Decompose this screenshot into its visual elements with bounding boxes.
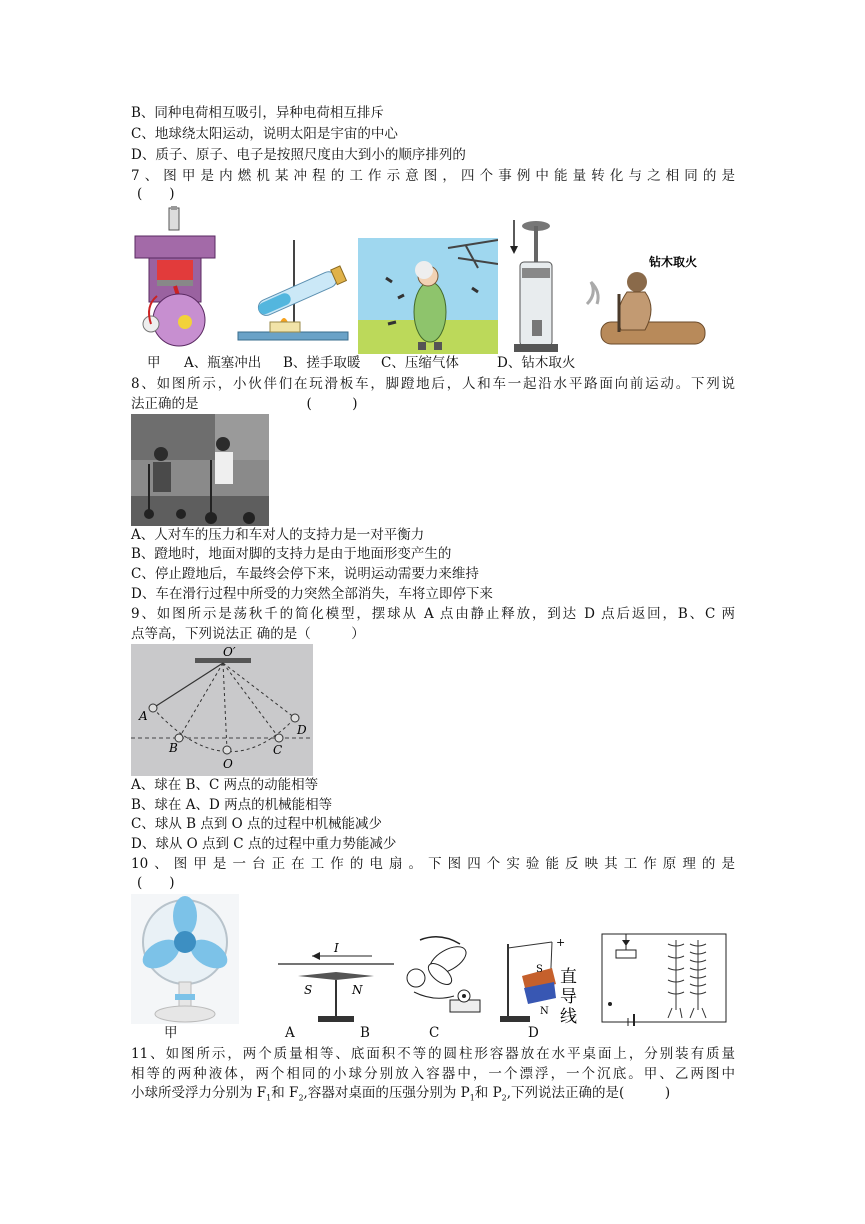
- point-d-label: D: [297, 723, 307, 737]
- q8-option-c: C、停止蹬地后，车最终会停下来，说明运动需要力来维持: [131, 566, 479, 582]
- q9-stem: 9、如图所示是荡秋千的简化模型，摆球从 A 点由静止释放，到达 D 点后返回，B、C 两: [131, 606, 735, 622]
- compass-s-label: S: [304, 983, 313, 997]
- q10-caption-c: C: [429, 1025, 440, 1041]
- point-o-label: O: [223, 757, 233, 771]
- compass-experiment-figure: [278, 940, 394, 1026]
- q7-answer-bracket: ( ): [137, 186, 175, 202]
- wire-text-2: 导: [560, 987, 577, 1007]
- q9-option-b: B、球在 A、D 两点的机械能相等: [131, 797, 333, 813]
- drill-fire-figure: [583, 248, 713, 354]
- magnet-n-label: N: [540, 1006, 549, 1017]
- point-a-label: A: [139, 709, 148, 723]
- wire-magnet-figure: [498, 932, 590, 1026]
- q11-text-b: 和 F: [271, 1085, 299, 1101]
- pivot-label: O′: [223, 645, 236, 659]
- q9-stem-line2: 点等高，下列说法正 确的是（ ）: [131, 626, 365, 642]
- q8-option-b: B、蹬地时，地面对脚的支持力是由于地面形变产生的: [131, 546, 452, 562]
- q11-sub-f2: 2: [298, 1093, 304, 1103]
- q11-stem-line2: 相等的两种液体，两个相同的小球分别放入容器中，一个漂浮，一个沉底。甲、乙两图中: [131, 1066, 735, 1082]
- electromagnet-circuit-figure: [598, 920, 730, 1026]
- q10-caption-a: A: [285, 1025, 295, 1041]
- q6-option-b: B、同种电荷相互吸引，异种电荷相互排斥: [131, 105, 384, 121]
- swing-pendulum-figure: [131, 644, 313, 776]
- q10-caption-jia: 甲: [164, 1025, 178, 1041]
- test-tube-figure: [232, 236, 350, 352]
- q6-option-d: D、质子、原子、电子是按照尺度由大到小的顺序排列的: [131, 147, 466, 163]
- compression-cylinder-figure: [504, 216, 560, 352]
- current-label: I: [334, 941, 339, 955]
- q8-stem-line2: 法正确的是 ( ): [131, 396, 358, 412]
- hand-generator-figure: [400, 930, 490, 1024]
- q11-stem-line3: [131, 1084, 670, 1108]
- q7-caption-b: B、搓手取暖: [283, 355, 361, 371]
- q10-stem: 10、图甲是一台正在工作的电扇。下图四个实验能反映其工作原理的是: [131, 856, 735, 872]
- q11-sub-f1: 1: [266, 1093, 272, 1103]
- q7-stem: 7、图甲是内燃机某冲程的工作示意图，四个事例中能量转化与之相同的是: [131, 168, 735, 184]
- fire-caption-text: 钻木取火: [649, 255, 698, 269]
- q7-caption-jia: 甲: [147, 355, 161, 371]
- electric-fan-figure: [131, 894, 239, 1024]
- q11-sub-p2: 2: [501, 1093, 507, 1103]
- point-c-label: C: [273, 743, 283, 757]
- q9-option-a: A、球在 B、C 两点的动能相等: [131, 777, 319, 793]
- q11-stem: 11、如图所示，两个质量相等、底面积不等的圆柱形容器放在水平桌面上，分别装有质量: [131, 1046, 735, 1062]
- q11-sub-p1: 1: [469, 1093, 475, 1103]
- q7-caption-a: A、瓶塞冲出: [184, 355, 262, 371]
- magnet-s-label: S: [536, 964, 543, 975]
- q6-option-c: C、地球绕太阳运动，说明太阳是宇宙的中心: [131, 126, 398, 142]
- wire-text-1: 直: [560, 967, 577, 987]
- q10-caption-d: D: [528, 1025, 539, 1041]
- scooter-photo: [131, 414, 269, 526]
- q10-caption-b: B: [360, 1025, 370, 1041]
- q7-caption-c: C、压缩气体: [381, 355, 459, 371]
- q8-option-d: D、车在滑行过程中所受的力突然全部消失，车将立即停下来: [131, 586, 493, 602]
- q7-caption-d: D、钻木取火: [497, 355, 576, 371]
- q8-stem: 8、如图所示，小伙伴们在玩滑板车，脚蹬地后，人和车一起沿水平路面向前运动。下列说: [131, 376, 735, 392]
- engine-figure: [131, 206, 221, 354]
- q11-text-a: 小球所受浮力分别为 F: [131, 1085, 267, 1101]
- q10-answer-bracket: ( ): [137, 875, 175, 891]
- wire-text-3: 线: [560, 1007, 577, 1026]
- q9-option-c: C、球从 B 点到 O 点的过程中机械能减少: [131, 816, 382, 832]
- q11-text-c: ,容器对桌面的压强分别为 P: [303, 1085, 470, 1101]
- point-b-label: B: [169, 741, 178, 755]
- q11-text-d: 和 P: [474, 1085, 502, 1101]
- plus-label: +: [556, 936, 566, 949]
- q9-option-d: D、球从 O 点到 C 点的过程中重力势能减少: [131, 836, 397, 852]
- cartoon-figure: [358, 238, 498, 354]
- compass-n-label: N: [352, 983, 363, 997]
- q11-text-e: ,下列说法正确的是( ): [506, 1085, 671, 1101]
- q8-option-a: A、人对车的压力和车对人的支持力是一对平衡力: [131, 527, 425, 543]
